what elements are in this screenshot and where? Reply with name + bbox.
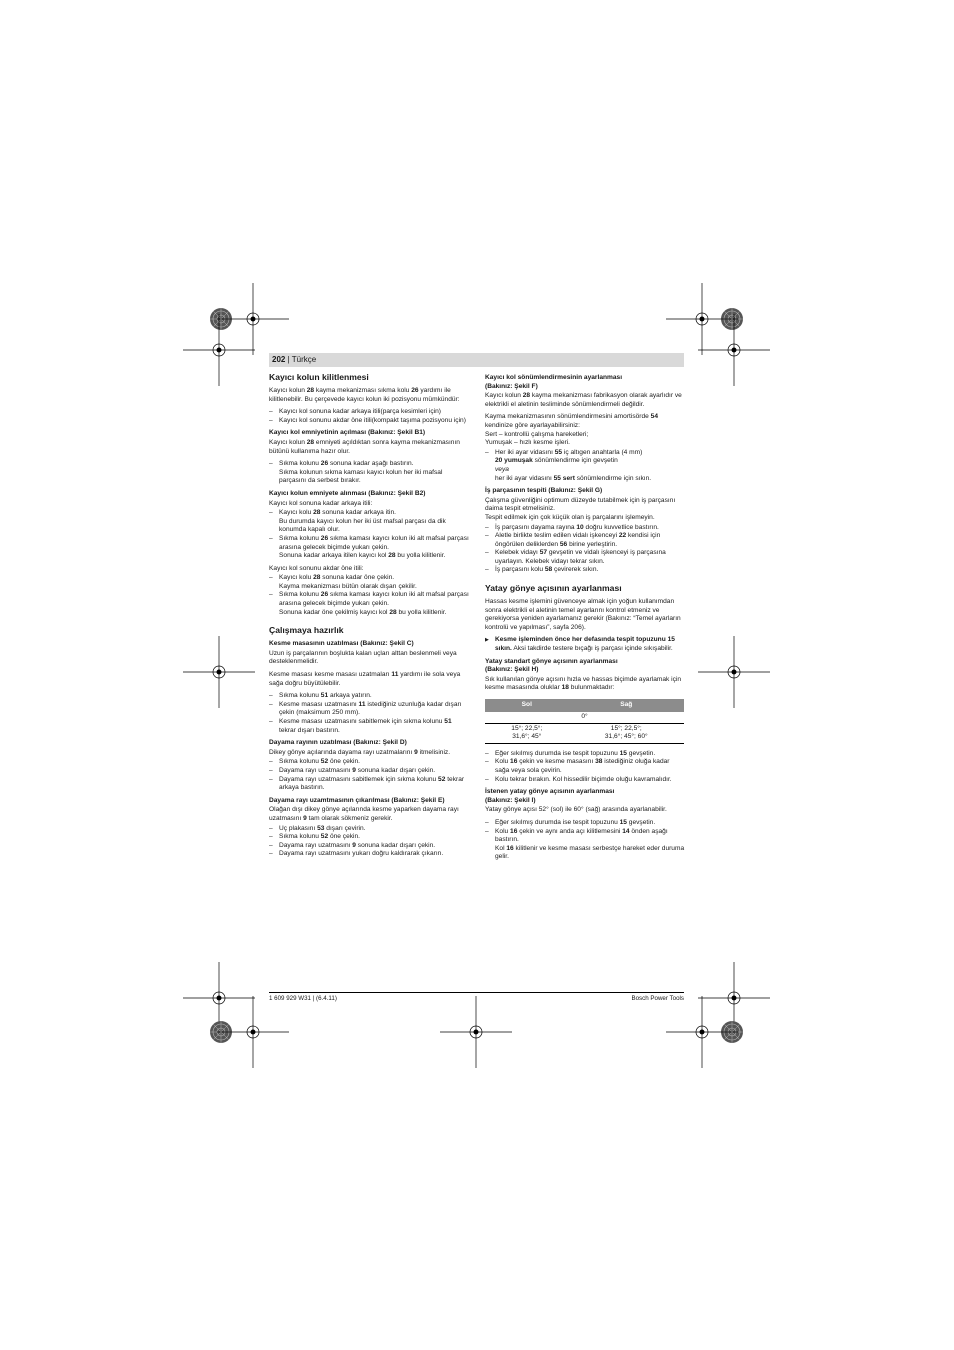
subsection-title: Kesme masasının uzatılması (Bakınız: Şekil C) <box>269 640 414 648</box>
paragraph: Çalışma güvenliğini optimum düzeyde tutabilmek için iş parçasını daima tespit etmelisiniz. <box>485 496 676 513</box>
paragraph: Hassas kesme işlemini güvenceye almak için yoğun kullanımdan sonra elektrikli el aletinin temel ayarlarını kontrol etmeniz ve gerekiyorsa yeniden ayarlamanız gerekir (Bakınız: “Temel ayarların kontrolü ve yapılması”, sayfa 206). <box>485 598 681 631</box>
bullet-list <box>269 692 469 735</box>
paragraph: Kayma mekanizmasının sönümlendirmesini amortisörde 54 kendinize göre ayarlayabilirsiniz: <box>485 413 658 429</box>
list-item: – Kelebek vidayı 57 gevşetin ve vidalı işkenceyi iş parçasına uyarlayın. Kelebek vidayı tekrar sıkın. <box>485 549 685 566</box>
list-item: – Kayıcı kolu 28 sonuna kadar arkaya itin. Bu durumda kayıcı kolun her iki üst mafsal parçası da dik konumda kapalı olur. <box>269 509 469 535</box>
paragraph: Kayıcı kol sonunu akdar öne itili: <box>269 564 364 572</box>
right-column <box>485 372 685 866</box>
paragraph: Kayıcı kolun 28 kayma mekanizması sıkma kolu 26 yardımı ile kilitlenebilir. Bu çerçevede kayıcı kolun iki pozisyonu mümkündür: <box>269 387 460 403</box>
bullet-list <box>485 819 685 862</box>
list-item: – Dayama rayı uzatmasını sabitlemek için sıkma kolunu 52 tekrar arkaya bastırın. <box>269 776 469 793</box>
table-header-left: Sol <box>485 699 569 712</box>
section-title: Kayıcı kolun kilitlenmesi <box>269 372 369 382</box>
list-item: – Sıkma kolunu 26 sonuna kadar aşağı bastırın. Sıkma kolunun sıkma kaması kayıcı kolun her iki mafsal parçasını da serbest bırakır. <box>269 460 469 486</box>
list-item: – Her iki ayar vidasını 55 iç altıgen anahtarla (4 mm) 20 yumuşak sönümlendirme için gevşetin veya her iki ayar vidasını 55 sert sönümlendirme için sıkın. <box>485 449 685 483</box>
list-item: – Kayıcı kolu 28 sonuna kadar öne çekin. Kayma mekanizması bütün olarak dışarı çekilir. <box>269 574 469 591</box>
paragraph: Tespit edilmek için çok küçük olan iş parçalarını işlemeyin. <box>485 513 655 521</box>
list-item: – Sıkma kolunu 51 arkaya yatırın. <box>269 692 469 701</box>
list-item: – Uç plakasını 53 dışarı çevirin. <box>269 825 469 834</box>
list-item: – Kolu 16 çekin ve aynı anda açı kilitlemesini 14 önden aşağı bastırın. Kol 16 kilitlenir ve kesme masası serbestçe hareket eder duruma gelir. <box>485 828 685 862</box>
angle-table <box>485 699 684 744</box>
page-number: 202 <box>272 355 286 364</box>
list-item: – İş parçasını kolu 58 çevirerek sıkın. <box>485 566 685 575</box>
subsection-title: İş parçasının tespiti (Bakınız: Şekil G) <box>485 487 603 495</box>
list-item: – Dayama rayı uzatmasını yukarı doğru kaldırarak çıkarın. <box>269 850 469 859</box>
bullet-list <box>269 574 469 617</box>
list-item: – Kesme masası uzatmasını sabitlemek için sıkma kolunu 51 tekrar dışarı bastırın. <box>269 718 469 735</box>
subsection-title: Kayıcı kolun emniyete alınması (Bakınız: Şekil B2) <box>269 489 426 497</box>
subsection-title: Yatay standart gönye açısının ayarlanması (Bakınız: Şekil H) <box>485 657 618 674</box>
bullet-list <box>269 460 469 486</box>
section-title: Yatay gönye açısının ayarlanması <box>485 583 622 594</box>
paragraph: Kayıcı kolun 28 kayma mekanizması fabrikasyon olarak ayarlıdır ve elektrikli el aletinin tesliminde sönümlendirmeli değildir. <box>485 392 682 408</box>
bullet-list <box>485 524 685 576</box>
table-header-right: Sağ <box>569 699 684 712</box>
left-column <box>269 372 469 863</box>
page-language: Türkçe <box>291 355 317 364</box>
paragraph: Uzun iş parçalarının boşlukta kalan uçları alttan beslenmeli veya desteklenmelidir. <box>269 649 457 666</box>
paragraph: Olağan dışı dikey gönye açılarında kesme yaparken dayama rayı uzatmasını 9 tam olarak sökmeniz gerekir. <box>269 806 459 822</box>
list-item: – Aletle birlikte teslim edilen vidalı işkenceyi 22 kendisi için öngörülen deliklerden 56 birine yerleştirin. <box>485 532 685 549</box>
subsection-title: Kayıcı kol sönümlendirmesinin ayarlanması (Bakınız: Şekil F) <box>485 374 623 390</box>
paragraph: Kesme masası kesme masası uzatmaları 11 yardımı ile sola veya sağa doğru büyütülebilir. <box>269 671 461 687</box>
paragraph: Yatay gönye açısı 52° (sol) ile 60° (sağ) arasında ayarlanabilir. <box>485 806 667 814</box>
bullet-list <box>485 449 685 483</box>
bullet-list <box>269 408 469 425</box>
list-item: – Sıkma kolunu 52 öne çekin. <box>269 833 469 842</box>
paragraph: Yumuşak – hızlı kesme işleri. <box>485 439 571 447</box>
list-item: – Eğer sıkılmış durumda ise tespit topuzunu 15 gevşetin. <box>485 819 685 828</box>
paragraph: Kayıcı kol sonuna kadar arkaya itili: <box>269 499 373 507</box>
subsection-title: Kayıcı kol emniyetinin açılması (Bakınız: Şekil B1) <box>269 429 426 437</box>
header-separator: | <box>287 355 290 364</box>
list-item: – İş parçasını dayama rayına 10 doğru kuvvetlice bastırın. <box>485 524 685 533</box>
bullet-list <box>269 825 469 859</box>
list-item: – Dayama rayı uzatmasını 9 sonuna kadar dışarı çekin. <box>269 767 469 776</box>
section-title: Çalışmaya hazırlık <box>269 625 344 636</box>
list-item: – Sıkma kolunu 26 sıkma kaması kayıcı kolun iki alt mafsal parçası arasına gelecek biçimde yukarı çekin. Sonuna kadar arkaya itilen kayıcı kol 28 bu yolla kilitlenir. <box>269 535 469 561</box>
table-cell: 0° <box>485 712 684 723</box>
paragraph: Dikey gönye açılarında dayama rayı uzatmalarını 9 itmelisiniz. <box>269 748 451 756</box>
brand-name: Bosch Power Tools <box>631 995 684 1002</box>
warning-note: ▶ Kesme işleminden önce her defasında tespit topuzunu 15 sıkın. Aksi takdirde testere bıçağı iş parçası içinde sıkışabilir. <box>485 636 685 653</box>
subsection-title: Dayama rayı uzamtmasının çıkarılması (Bakınız: Şekil E) <box>269 796 445 804</box>
bullet-list <box>269 509 469 561</box>
list-item: – Kayıcı kol sonuna kadar arkaya itili(parça kesimleri için) <box>269 408 469 417</box>
list-item: – Kesme masası uzatmasını 11 istediğiniz uzunluğa kadar dışarı çekin (maksimum 250 mm). <box>269 701 469 718</box>
bullet-list <box>485 750 685 784</box>
list-item: – Kolu tekrar bırakın. Kol hissedilir biçimde oluğu kavramalıdır. <box>485 776 685 785</box>
page-footer <box>269 992 684 1002</box>
subsection-title: İstenen yatay gönye açısının ayarlanması (Bakınız: Şekil I) <box>485 788 615 804</box>
list-item: – Kolu 16 çekin ve kesme masasını 38 istediğiniz oluğa kadar sağa veya sola çevirin. <box>485 758 685 775</box>
list-item: – Eğer sıkılmış durumda ise tespit topuzunu 15 gevşetin. <box>485 750 685 759</box>
paragraph: Kayıcı kolun 28 emniyeti açıldıktan sonra kayma mekanizmasının bütünü kullanıma hazır olur. <box>269 438 460 455</box>
page-header <box>269 353 684 367</box>
list-item: – Sıkma kolunu 26 sıkma kaması kayıcı kolun iki alt mafsal parçası arasına gelecek biçimde yukarı çekin. Sonuna kadar öne çekilmiş kayıcı kol 28 bu yolla kilitlenir. <box>269 591 469 617</box>
subsection-title: Dayama rayının uzatılması (Bakınız: Şekil D) <box>269 739 407 747</box>
table-cell: 15°; 22,5°; 31,6°; 45°; 60° <box>569 723 684 743</box>
paragraph: Sert – kontrollü çalışma hareketleri; <box>485 430 589 438</box>
list-item: – Kayıcı kol sonunu akdar öne itili(kompakt taşıma pozisyonu için) <box>269 417 469 426</box>
list-item: – Sıkma kolunu 52 öne çekin. <box>269 758 469 767</box>
table-cell: 15°; 22,5°; 31,6°; 45° <box>485 723 569 743</box>
document-code: 1 609 929 W31 | (6.4.11) <box>269 995 337 1002</box>
bullet-list <box>269 758 469 792</box>
list-item: – Dayama rayı uzatmasını 9 sonuna kadar dışarı çekin. <box>269 842 469 851</box>
paragraph: Sık kullanılan gönye açısını hızla ve hassas biçimde ayarlamak için kesme masasında oluklar 18 bulunmaktadır: <box>485 675 682 692</box>
